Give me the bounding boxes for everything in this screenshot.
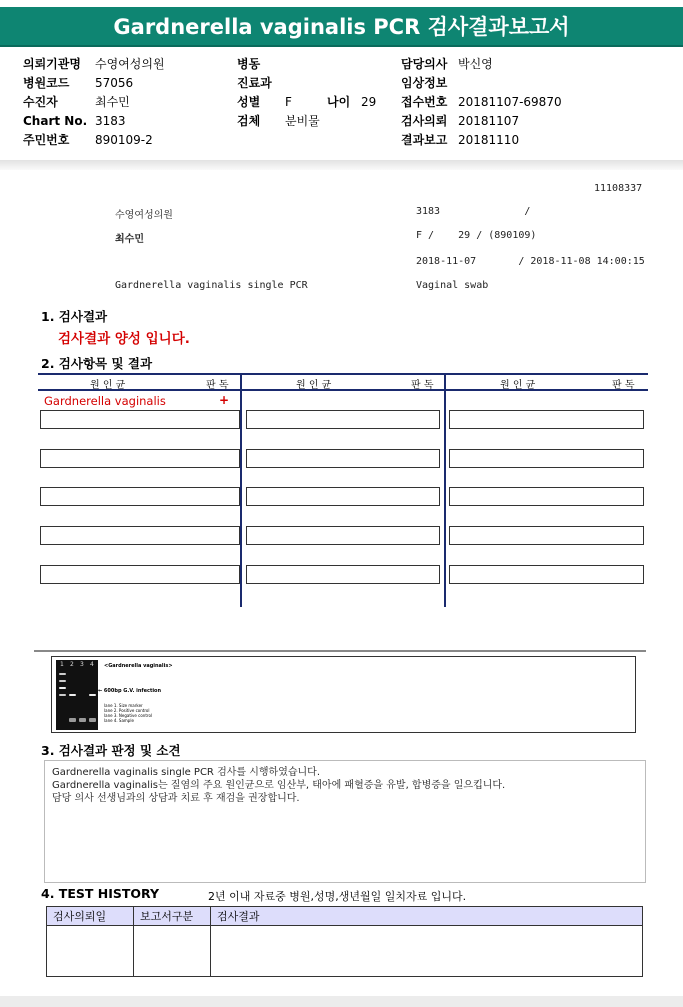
history-cell xyxy=(134,926,211,977)
value-request-date: 20181107 xyxy=(458,114,520,128)
header-cause-1: 원 인 균 xyxy=(90,380,126,391)
gel-legend-item: lane 4. Sample xyxy=(104,718,134,723)
result-cell xyxy=(449,565,644,584)
opinion-line: 담당 의사 선생님과의 상담과 치료 후 재검을 권장합니다. xyxy=(52,793,300,804)
label-report-date: 결과보고 xyxy=(401,133,448,147)
value-hospital-code: 57056 xyxy=(95,76,134,90)
header-judge-3: 판 독 xyxy=(612,380,635,391)
history-col-report-type: 보고서구분 xyxy=(134,907,211,926)
request-patient: 최수민 xyxy=(115,234,144,245)
opinion-box xyxy=(44,760,646,883)
gel-band xyxy=(79,718,86,722)
history-col-result: 검사결과 xyxy=(211,907,643,926)
result-cell xyxy=(246,526,440,545)
value-patient: 최수민 xyxy=(95,95,130,109)
result-cell xyxy=(246,449,440,468)
label-hospital-code: 병원코드 xyxy=(23,76,70,90)
gel-image xyxy=(56,660,98,730)
label-clinical-info: 임상정보 xyxy=(401,76,448,90)
history-cell xyxy=(47,926,134,977)
request-specimen: Vaginal swab xyxy=(416,280,489,291)
value-accession-no: 20181107-69870 xyxy=(458,95,562,109)
result-cell xyxy=(40,449,240,468)
result-cell xyxy=(40,487,240,506)
request-id: 11108337 xyxy=(594,183,643,194)
lane-number: 3 xyxy=(80,661,84,668)
grid-divider-2 xyxy=(444,373,446,607)
gel-band xyxy=(59,680,66,682)
result-cell xyxy=(449,526,644,545)
value-sex: F xyxy=(285,95,292,109)
label-specimen: 검체 xyxy=(237,114,261,128)
result-statement: 검사결과 양성 입니다. xyxy=(58,331,190,347)
header-judge-2: 판 독 xyxy=(411,380,434,391)
section-1-title: 1. 검사결과 xyxy=(41,309,108,324)
result-cell xyxy=(449,487,644,506)
gel-band xyxy=(69,694,76,696)
table-row xyxy=(47,926,643,977)
label-chart-no: Chart No. xyxy=(23,114,88,128)
result-cell xyxy=(246,487,440,506)
gel-band xyxy=(59,694,66,696)
organism-name: Gardnerella vaginalis xyxy=(44,394,166,408)
value-doctor: 박신영 xyxy=(458,57,493,71)
section-2-title: 2. 검사항목 및 결과 xyxy=(41,356,153,371)
result-cell xyxy=(40,410,240,429)
gel-legend-item: lane 1. Size marker xyxy=(104,703,143,708)
result-grid-header xyxy=(38,373,648,391)
section-divider xyxy=(34,650,646,652)
header-col-2 xyxy=(237,55,376,131)
request-dates: 2018-11-07 / 2018-11-08 14:00:15 xyxy=(416,256,645,267)
history-col-request-date: 검사의뢰일 xyxy=(47,907,134,926)
gel-legend-item: lane 2. Positive control xyxy=(104,708,150,713)
label-doctor: 담당의사 xyxy=(401,57,448,71)
gel-band xyxy=(59,673,66,675)
gel-band xyxy=(59,687,66,689)
gel-image-panel xyxy=(51,656,636,733)
label-institution: 의뢰기관명 xyxy=(23,57,81,71)
gel-legend-item: lane 3. Negative control xyxy=(104,713,153,718)
gel-band xyxy=(89,718,96,722)
result-cell xyxy=(449,449,644,468)
header-divider xyxy=(0,160,683,170)
gel-band xyxy=(89,694,96,696)
label-department: 진료과 xyxy=(237,76,272,90)
value-specimen: 분비물 xyxy=(285,114,320,128)
section-3-title: 3. 검사결과 판정 및 소견 xyxy=(41,743,181,758)
gel-legend xyxy=(104,703,152,723)
header-judge-1: 판 독 xyxy=(206,380,229,391)
request-test-name: Gardnerella vaginalis single PCR xyxy=(115,280,308,291)
value-report-date: 20181110 xyxy=(458,133,520,147)
header-col-1 xyxy=(23,55,165,150)
header-col-3 xyxy=(401,55,562,150)
grid-divider-1 xyxy=(240,373,242,607)
lane-number: 1 xyxy=(60,661,64,668)
result-cell xyxy=(449,410,644,429)
report-title: Gardnerella vaginalis PCR 검사결과보고서 xyxy=(0,7,683,47)
gel-title: <Gardnerella vaginalis> xyxy=(104,663,173,669)
value-resident-no: 890109-2 xyxy=(95,133,153,147)
result-cell xyxy=(40,565,240,584)
lane-number: 4 xyxy=(90,661,94,668)
opinion-line: Gardnerella vaginalis single PCR 검사를 시행하였습니다. xyxy=(52,767,321,778)
organism-judgement: + xyxy=(219,393,230,407)
request-clinic: 수영여성의원 xyxy=(115,210,173,221)
label-accession-no: 접수번호 xyxy=(401,95,448,109)
label-ward: 병동 xyxy=(237,57,261,71)
value-age: 29 xyxy=(361,95,377,109)
history-cell xyxy=(211,926,643,977)
history-note: 2년 이내 자료중 병원,성명,생년월일 일치자료 입니다. xyxy=(208,890,467,903)
gel-band xyxy=(69,718,76,722)
lane-number: 2 xyxy=(70,661,74,668)
label-request-date: 검사의뢰 xyxy=(401,114,448,128)
result-cell xyxy=(246,565,440,584)
gel-marker-label: ← 600bp G.V. infection xyxy=(98,688,162,694)
header-cause-3: 원 인 균 xyxy=(500,380,536,391)
request-sex-age: F / 29 / (890109) xyxy=(416,230,537,241)
label-resident-no: 주민번호 xyxy=(23,133,70,147)
label-sex: 성별 xyxy=(237,95,261,109)
section-4-title: 4. TEST HISTORY xyxy=(41,886,160,901)
result-cell xyxy=(40,526,240,545)
history-table xyxy=(46,906,643,977)
label-age: 나이 xyxy=(327,95,351,109)
header-cause-2: 원 인 균 xyxy=(296,380,332,391)
result-cell xyxy=(246,410,440,429)
value-chart-no: 3183 xyxy=(95,114,126,128)
bottom-strip xyxy=(0,996,683,1007)
history-header-row xyxy=(47,907,643,926)
label-patient: 수진자 xyxy=(23,95,58,109)
request-chart: 3183 / xyxy=(416,206,531,217)
value-institution: 수영여성의원 xyxy=(95,57,165,71)
opinion-line: Gardnerella vaginalis는 질염의 주요 원인균으로 임산부, 태아에 패혈증을 유발, 합병증을 일으킵니다. xyxy=(52,780,506,791)
